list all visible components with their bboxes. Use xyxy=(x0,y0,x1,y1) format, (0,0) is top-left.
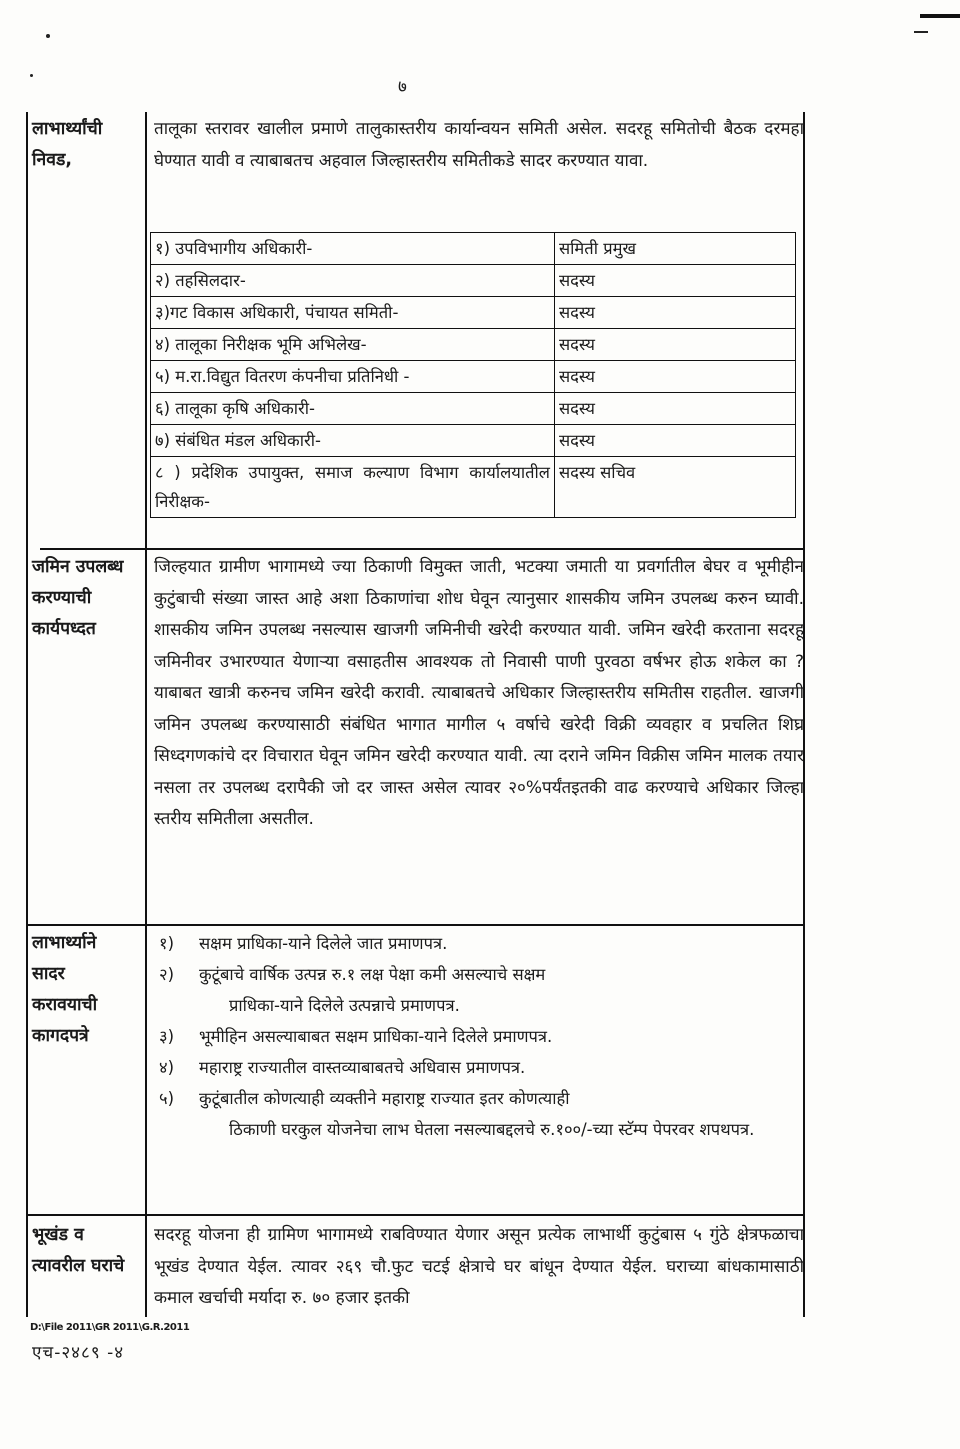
paragraph-text: सदरहू योजना ही ग्रामिण भागामध्ये राबविण्यात येणार असून प्रत्येक लाभार्थी कुटुंबास ५ गुंठे क्षेत्रफळाचा भूखंड देण्यात येईल. त्यावर २६९ चौ.फुट चटई क्षेत्राचे घर बांधून देण्यात येईल. घराच्या बांधकामासाठी कमाल खर्चाची मर्यादा रु. ७० हजार इतकी xyxy=(154,1225,804,1308)
section-label: जमिन उपलब्ध करण्याची कार्यपध्दत xyxy=(32,557,124,639)
paragraph-text: जिल्हयात ग्रामीण भागामध्ये ज्या ठिकाणी विमुक्त जाती, भटक्या जमाती या प्रवर्गातील बेघर व भूमीहीन कुटुंबाची संख्या जास्त आहे अशा ठिकाणांचा शोध घेवून त्यानुसार शासकीय जमिन उपलब्ध करुन घ्यावी. शासकीय जमिन उपलब्ध नसल्यास खाजगी जमिनीची खरेदी करण्यात यावी. जमिन खरेदी करताना सदरहू जमिनीवर उभारण्यात येणाऱ्या वसाहतीस आवश्यक तो निवासी पाणी पुरवठा वर्षभर होऊ शकेल का ? याबाबत खात्री करुनच जमिन खरेदी करावी. त्याबाबतचे अधिकार जिल्हास्तरीय समितीस राहतील. खाजगी जमिन उपलब्ध करण्यासाठी संबंधित भागात मागील ५ वर्षाचे खरेदी विक्री व्यवहार व प्रचलित शिघ्र सिध्दगणकांचे दर विचारात घेवून जमिन खरेदी करण्यात यावी. त्या दराने जमिन विक्रीस जमिन मालक तयार नसला तर उपलब्ध दरापैकी जो दर जास्त असेल त्यावर २०%पर्यंतइतकी वाढ करण्याचे अधिकार जिल्हा स्तरीय समितीला असतील. xyxy=(154,557,804,829)
document-text: महाराष्ट्र राज्यातील वास्तव्याबाबतचे अधिवास प्रमाणपत्र. xyxy=(199,1058,526,1077)
file-path-footer: D:\File 2011\GR 2011\G.R.2011 xyxy=(30,1322,190,1333)
row-divider xyxy=(26,1214,803,1216)
document-item xyxy=(159,1083,809,1145)
row-divider xyxy=(40,548,803,550)
committee-row xyxy=(151,457,796,518)
committee-role: सदस्य xyxy=(555,297,796,329)
document-reference: एच-२४८९ -४ xyxy=(32,1343,125,1363)
row-divider xyxy=(26,924,803,926)
paragraph-text: तालूका स्तरावर खालील प्रमाणे तालुकास्तरीय कार्यान्वयन समिती असेल. सदरहू समितोची बैठक दरमहा घेण्यात यावी व त्याबाबतच अहवाल जिल्हास्तरीय समितीकडे सादर करण्यात यावा. xyxy=(154,119,804,171)
committee-row xyxy=(151,393,796,425)
committee-member: ६) तालूका कृषि अधिकारी- xyxy=(151,393,555,425)
document-text: कुटूंबाचे वार्षिक उत्पन्न रु.१ लक्ष पेक्षा कमी असल्याचे सक्षम xyxy=(199,965,546,984)
section-label: भूखंड व त्यावरील घराचे xyxy=(32,1225,125,1276)
committee-member: ८ ) प्रदेशिक उपायुक्त, समाज कल्याण विभाग कार्यालयातील निरीक्षक- xyxy=(151,457,555,518)
section-label: लाभार्थ्यांची निवड, xyxy=(32,119,103,170)
documents-list xyxy=(159,928,809,1145)
document-number: २) xyxy=(159,965,175,984)
section-label: लाभार्थ्याने सादर करावयाची कागदपत्रे xyxy=(32,933,98,1046)
committee-row xyxy=(151,265,796,297)
committee-row xyxy=(151,329,796,361)
document-item xyxy=(159,1052,809,1083)
document-number: ४) xyxy=(159,1058,175,1077)
committee-role: सदस्य xyxy=(555,265,796,297)
committee-member: २) तहसिलदार- xyxy=(151,265,555,297)
committee-role: सदस्य xyxy=(555,425,796,457)
document-number: ३) xyxy=(159,1027,175,1046)
committee-member: ३)गट विकास अधिकारी, पंचायत समिती- xyxy=(151,297,555,329)
document-number: १) xyxy=(159,934,175,953)
section-paragraph xyxy=(154,114,804,177)
committee-row xyxy=(151,361,796,393)
document-text-continued: ठिकाणी घरकुल योजनेचा लाभ घेतला नसल्याबद्दलचे रु.१००/-च्या स्टॅम्प पेपरवर शपथपत्र. xyxy=(229,1120,755,1139)
committee-role: सदस्य सचिव xyxy=(555,457,796,518)
document-item xyxy=(159,928,809,959)
document-item xyxy=(159,1021,809,1052)
committee-table xyxy=(150,232,796,518)
committee-member: ७) संबंधित मंडल अधिकारी- xyxy=(151,425,555,457)
table-border-left xyxy=(26,112,28,1317)
document-text: कुटूंबातील कोणत्याही व्यक्तीने महाराष्ट्र राज्यात इतर कोणत्याही xyxy=(199,1089,570,1108)
document-text: सक्षम प्राधिका-याने दिलेले जात प्रमाणपत्र. xyxy=(199,934,448,953)
section-paragraph xyxy=(154,552,804,836)
committee-member: १) उपविभागीय अधिकारी- xyxy=(151,233,555,265)
scan-speck xyxy=(46,34,50,38)
scan-speck xyxy=(30,74,33,77)
scan-mark xyxy=(920,14,960,18)
table-column-divider xyxy=(145,112,147,1317)
section-paragraph xyxy=(154,1220,804,1315)
document-text-continued: प्राधिका-याने दिलेले उत्पन्नाचे प्रमाणपत्र. xyxy=(229,996,460,1015)
committee-row xyxy=(151,233,796,265)
scan-mark xyxy=(914,31,928,33)
committee-row xyxy=(151,425,796,457)
committee-role: सदस्य xyxy=(555,361,796,393)
committee-member: ५) म.रा.विद्युत वितरण कंपनीचा प्रतिनिधी - xyxy=(151,361,555,393)
committee-row xyxy=(151,297,796,329)
committee-role: सदस्य xyxy=(555,329,796,361)
document-text: भूमीहिन असल्याबाबत सक्षम प्राधिका-याने दिलेले प्रमाणपत्र. xyxy=(199,1027,553,1046)
documents-list-container xyxy=(159,928,809,1145)
committee-role: समिती प्रमुख xyxy=(555,233,796,265)
committee-role: सदस्य xyxy=(555,393,796,425)
committee-member: ४) तालूका निरीक्षक भूमि अभिलेख- xyxy=(151,329,555,361)
document-item xyxy=(159,959,809,1021)
page-number: ७ xyxy=(398,77,407,97)
document-number: ५) xyxy=(159,1089,175,1108)
